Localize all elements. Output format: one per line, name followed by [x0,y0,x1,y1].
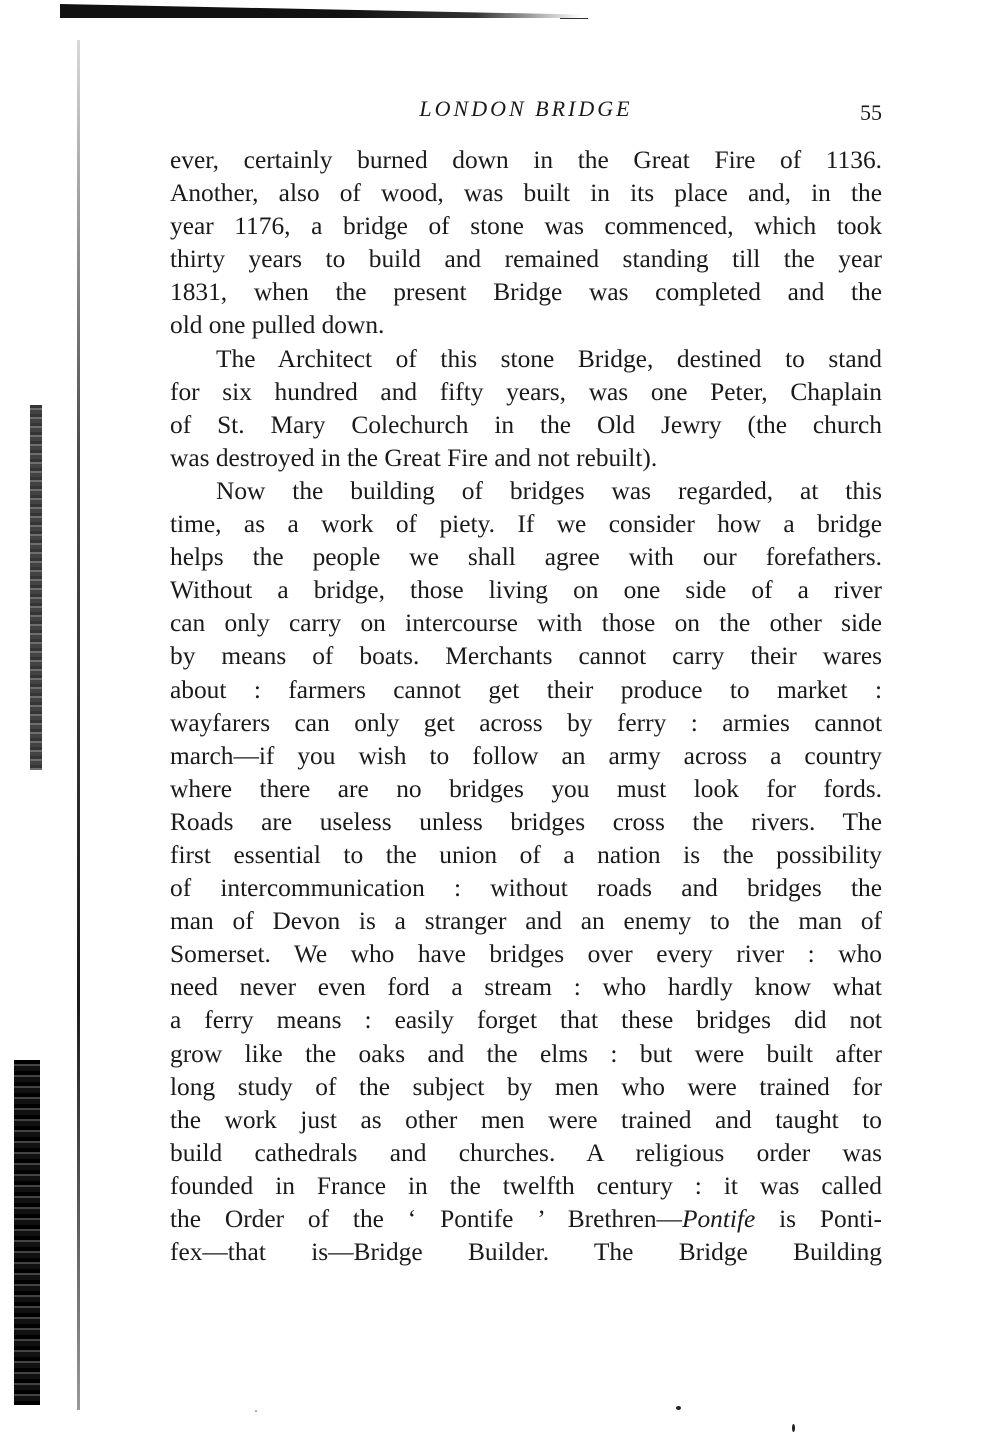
paragraph-1 [170,144,882,343]
text-line: of intercommunication : without roads and bridges the [170,874,882,903]
scan-speck [792,1424,795,1432]
text-line: long study of the subject by men who were trained for [170,1072,882,1101]
text-line: Another, also of wood, was built in its place and, in the [170,179,882,208]
text-line: first essential to the union of a nation is the possibility [170,840,882,869]
text-line: of St. Mary Colechurch in the Old Jewry (the church [170,410,882,439]
text-line: The Architect of this stone Bridge, destined to stand [216,344,882,373]
text-line: thirty years to build and remained standing till the year [170,245,882,274]
text-fragment: the Order of the ‘ Pontife ’ Brethren— [170,1205,682,1233]
text-line: the work just as other men were trained and taught to [170,1105,882,1134]
text-line: Somerset. We who have bridges over every river : who [170,940,882,969]
text-line: a ferry means : easily forget that these bridges did not [170,1006,882,1035]
text-line: year 1176, a bridge of stone was commenced, which took [170,212,882,241]
text-line: 1831, when the present Bridge was completed and the [170,278,882,307]
text-line-with-italic [170,1203,882,1236]
text-line: wayfarers can only get across by ferry : armies cannot [170,708,882,737]
text-line: Now the building of bridges was regarded, at this [216,476,882,505]
text-line: march—if you wish to follow an army across a country [170,741,882,770]
scan-speck [255,1410,257,1412]
page-edge-shadow-lower [14,1060,40,1405]
text-line: old one pulled down. [170,311,385,340]
text-line: by means of boats. Merchants cannot carry their wares [170,642,882,671]
text-line: for six hundred and fifty years, was one Peter, Chaplain [170,377,882,406]
paragraph-3 [170,475,882,1269]
text-line: Without a bridge, those living on one side of a river [170,576,882,605]
text-line: time, as a work of piety. If we consider how a bridge [170,510,882,539]
text-line: was destroyed in the Great Fire and not rebuilt). [170,443,658,472]
scan-top-rule [60,4,580,18]
scan-top-rule-tail [560,18,588,19]
text-line: build cathedrals and churches. A religious order was [170,1138,882,1167]
text-line: man of Devon is a stranger and an enemy to the man of [170,907,882,936]
page-edge-shadow [30,405,42,770]
text-line: can only carry on intercourse with those on the other side [170,609,882,638]
text-line: Roads are useless unless bridges cross the rivers. The [170,807,882,836]
text-line: need never even ford a stream : who hardly know what [170,973,882,1002]
scan-speck [676,1406,681,1410]
text-line: where there are no bridges you must look for fords. [170,774,882,803]
text-line: ever, certainly burned down in the Great Fire of 1136. [170,146,882,174]
text-fragment: is Ponti- [755,1205,882,1233]
text-line: grow like the oaks and the elms : but were built after [170,1039,882,1068]
text-line: helps the people we shall agree with our forefathers. [170,543,882,572]
italic-word: Pontife [681,1205,756,1233]
running-head: LONDON BRIDGE [419,96,633,121]
text-line: about : farmers cannot get their produce to market : [170,675,882,704]
page-header [170,96,882,130]
book-spine-shadow [77,40,80,1410]
page-body [170,144,882,1269]
text-line: founded in France in the twelfth century : it was called [170,1171,882,1200]
text-line: fex—that is—Bridge Builder. The Bridge Building [170,1238,882,1267]
page-number: 55 [860,100,882,125]
paragraph-2 [170,343,882,475]
